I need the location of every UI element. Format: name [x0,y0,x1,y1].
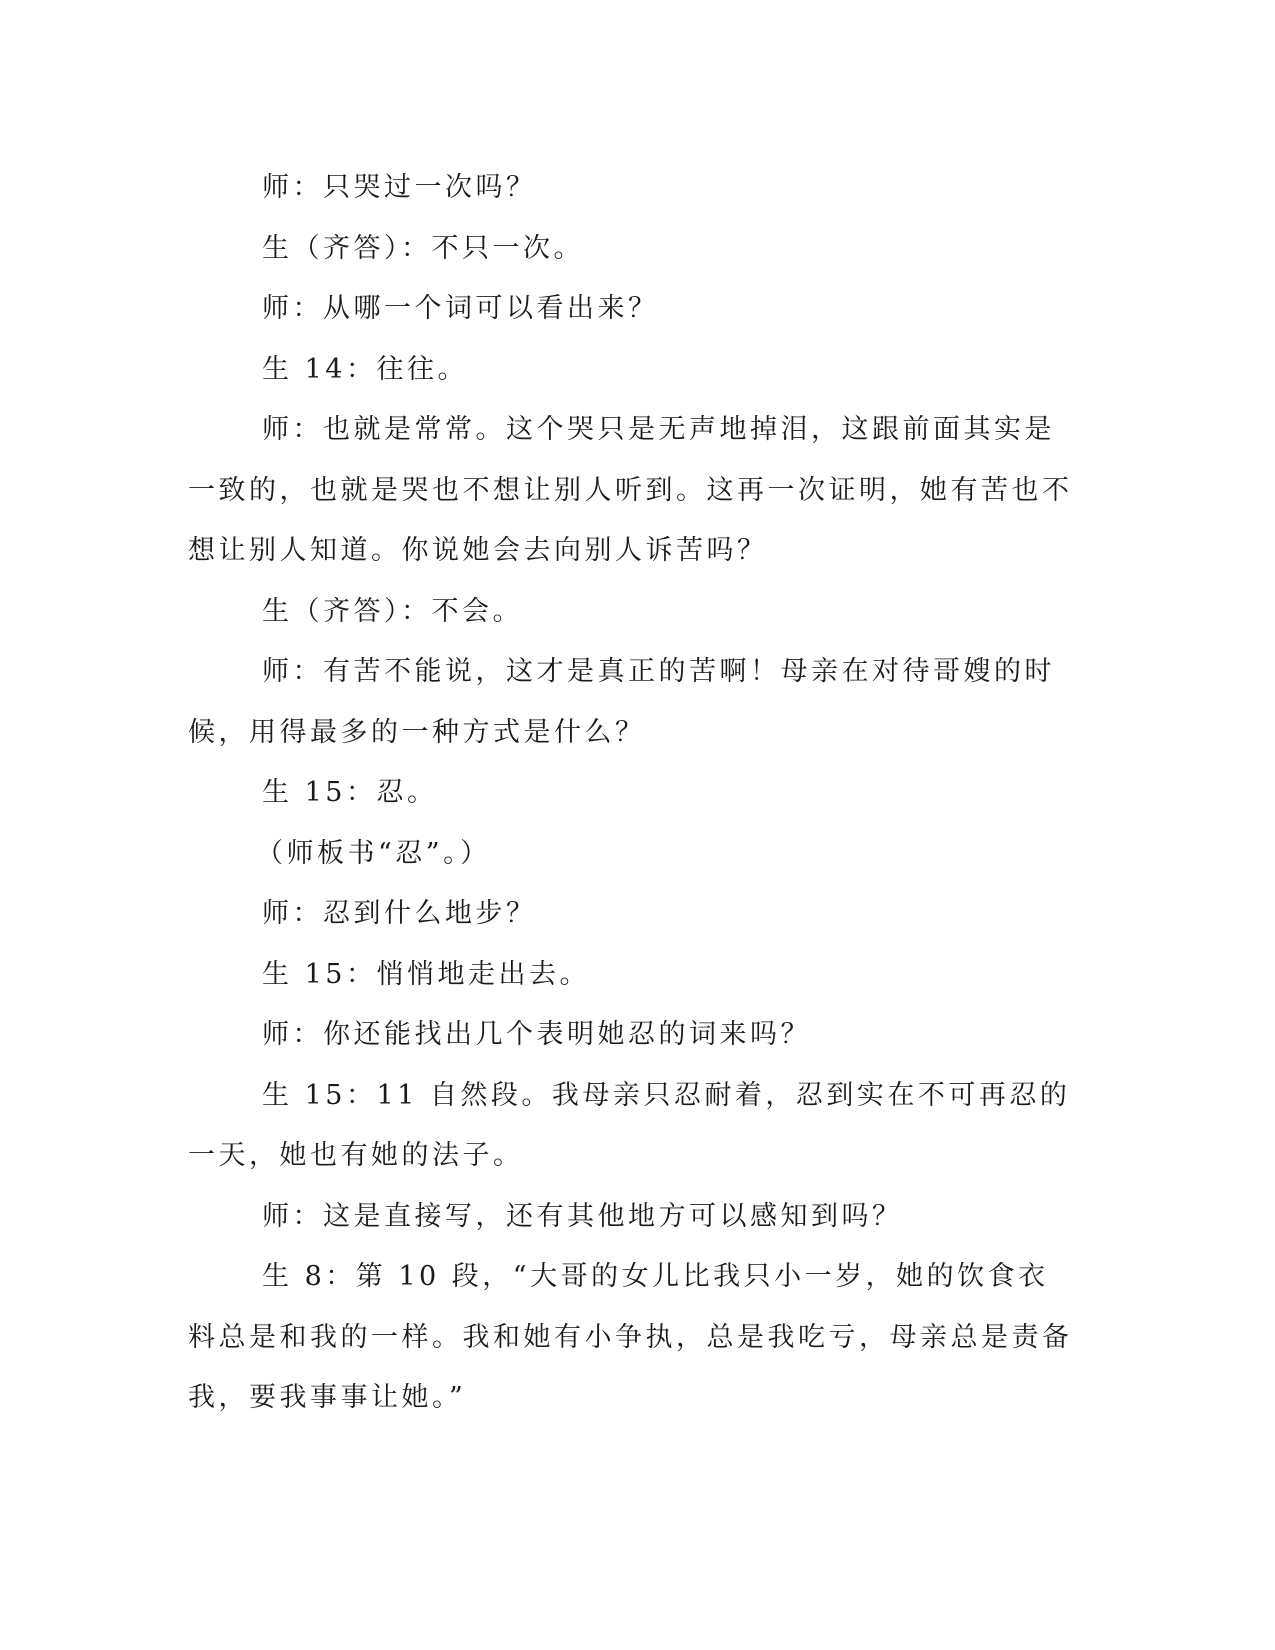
paragraph-3: 师：从哪一个词可以看出来？ [262,293,659,324]
paragraph-4: 生 14：往往。 [262,353,468,385]
paragraph-10: 师：忍到什么地步？ [262,898,537,929]
paragraph-7: 师：有苦不能说，这才是真正的苦啊！母亲在对待哥嫂的时候，用得最多的一种方式是什么？ [188,656,1055,748]
paragraph-6: 生（齐答）：不会。 [262,595,523,627]
paragraph-2: 生（齐答）：不只一次。 [262,232,584,264]
paragraph-11: 生 15：悄悄地走出去。 [262,958,590,990]
paragraph-5: 师：也就是常常。这个哭只是无声地掉泪，这跟前面其实是一致的，也就是哭也不想让别人听到。这再一次证明，她有苦也不想让别人知道。你说她会去向别人诉苦吗？ [188,414,1073,566]
paragraph-8: 生 15：忍。 [262,777,438,808]
paragraph-14: 师：这是直接写，还有其他地方可以感知到吗？ [262,1200,903,1232]
paragraph-1: 师：只哭过一次吗？ [262,172,537,203]
paragraph-12: 师：你还能找出几个表明她忍的词来吗？ [262,1019,811,1050]
paragraph-13: 生 15：11 自然段。我母亲只忍耐着，忍到实在不可再忍的一天，她也有她的法子。 [188,1079,1071,1171]
document-body [188,158,1078,1429]
paragraph-15: 生 8：第 10 段，“大哥的女儿比我只小一岁，她的饮食衣料总是和我的一样。我和她有小争执，总是我吃亏，母亲总是责备我，要我事事让她。” [188,1261,1073,1413]
paragraph-9-board-note: （师板书“忍”。） [256,837,491,869]
